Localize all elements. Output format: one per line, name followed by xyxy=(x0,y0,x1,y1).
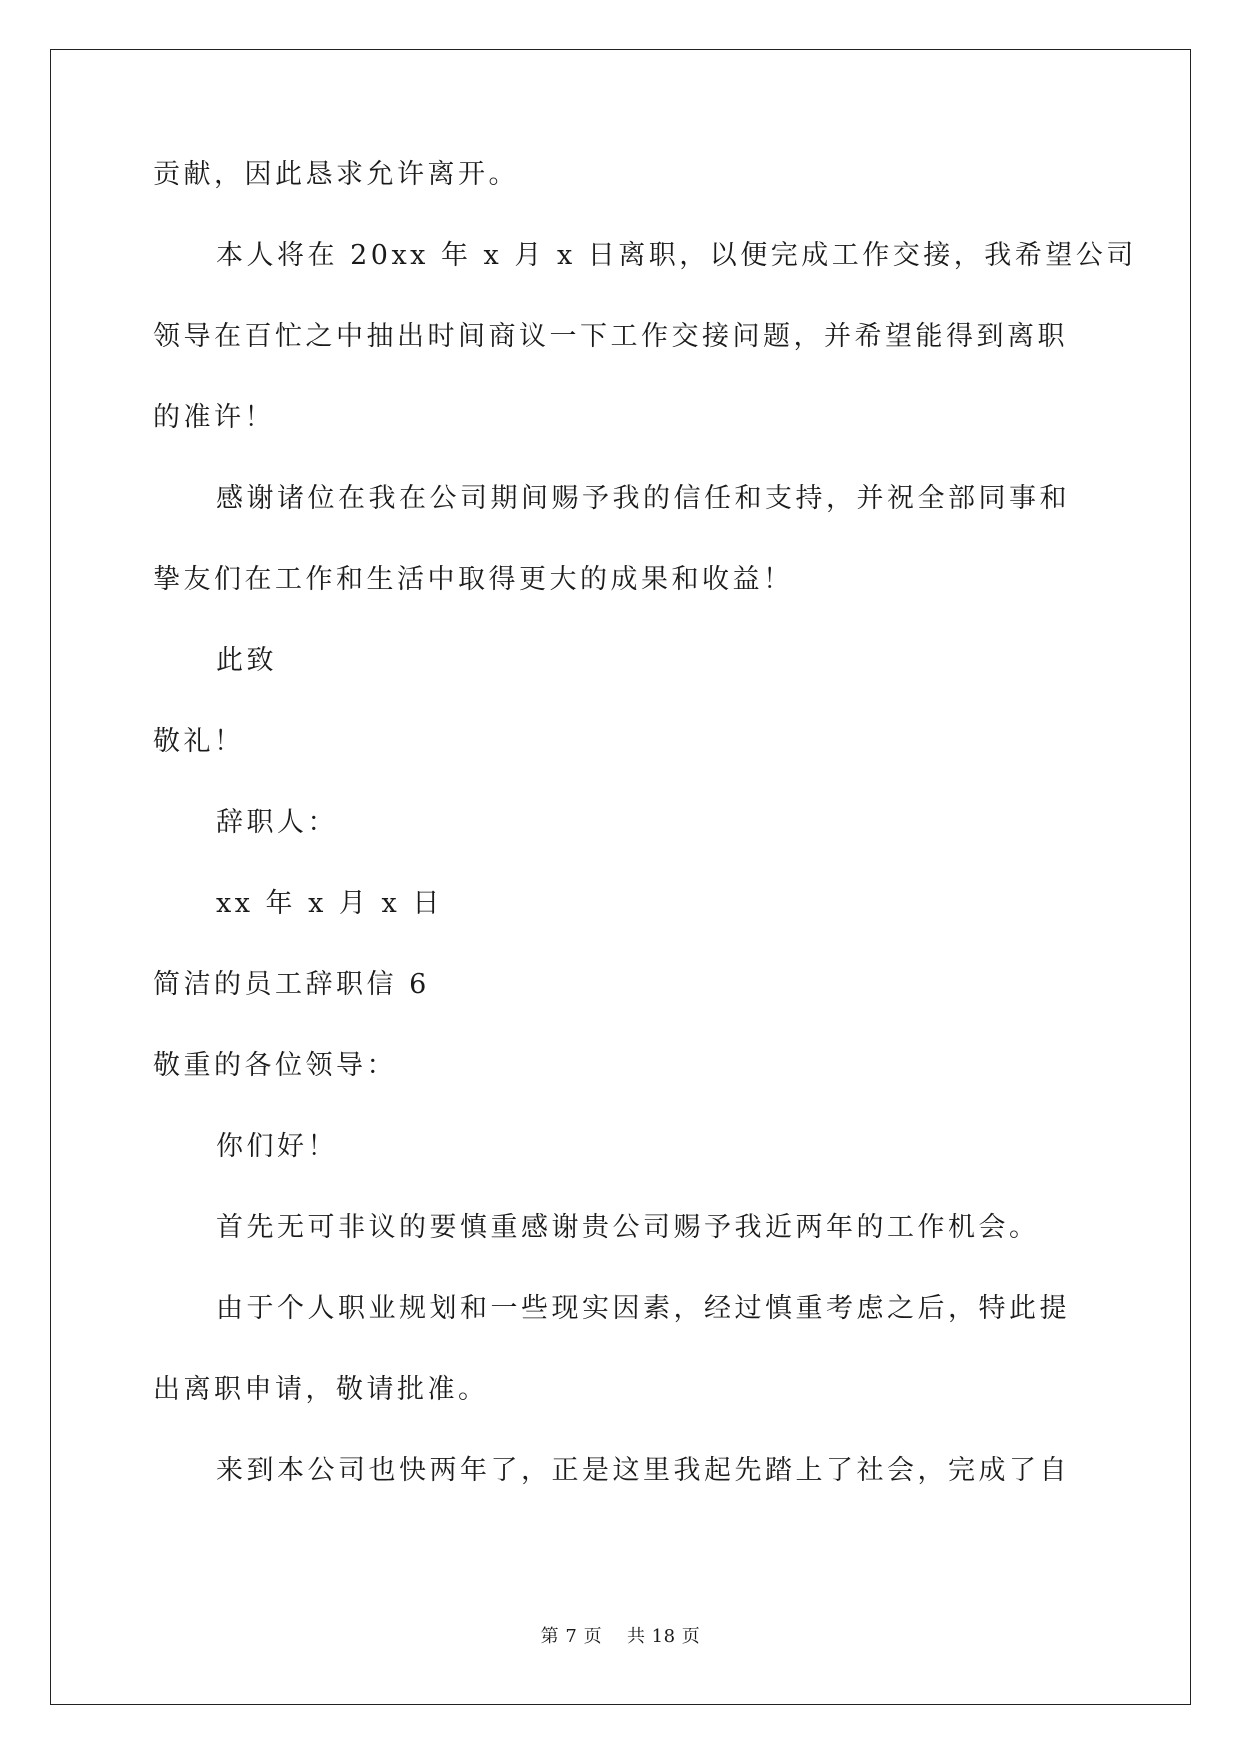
text-line: 的准许！ xyxy=(153,402,275,433)
text-line: 敬礼！ xyxy=(153,726,245,757)
text-line: 贡献，因此恳求允许离开。 xyxy=(153,159,519,190)
page-number: 第 7 页 共 18 页 xyxy=(540,1626,701,1647)
section-heading: 简洁的员工辞职信 6 xyxy=(153,969,430,1000)
text-line: 辞职人： xyxy=(216,807,338,838)
text-line: 领导在百忙之中抽出时间商议一下工作交接问题，并希望能得到离职 xyxy=(153,321,1068,352)
text-line: 此致 xyxy=(216,645,277,676)
text-line: 首先无可非议的要慎重感谢贵公司赐予我近两年的工作机会。 xyxy=(216,1212,1040,1243)
text-line: 由于个人职业规划和一些现实因素，经过慎重考虑之后，特此提 xyxy=(216,1293,1070,1324)
text-line: 本人将在 20xx 年 x 月 x 日离职，以便完成工作交接，我希望公司 xyxy=(216,240,1137,271)
text-line: xx 年 x 月 x 日 xyxy=(216,888,443,919)
salutation: 敬重的各位领导： xyxy=(153,1050,397,1081)
text-line: 感谢诸位在我在公司期间赐予我的信任和支持，并祝全部同事和 xyxy=(216,483,1070,514)
text-line: 出离职申请，敬请批准。 xyxy=(153,1374,489,1405)
text-line: 来到本公司也快两年了，正是这里我起先踏上了社会，完成了自 xyxy=(216,1455,1070,1486)
text-line: 你们好！ xyxy=(216,1131,338,1162)
text-line: 挚友们在工作和生活中取得更大的成果和收益！ xyxy=(153,564,794,595)
